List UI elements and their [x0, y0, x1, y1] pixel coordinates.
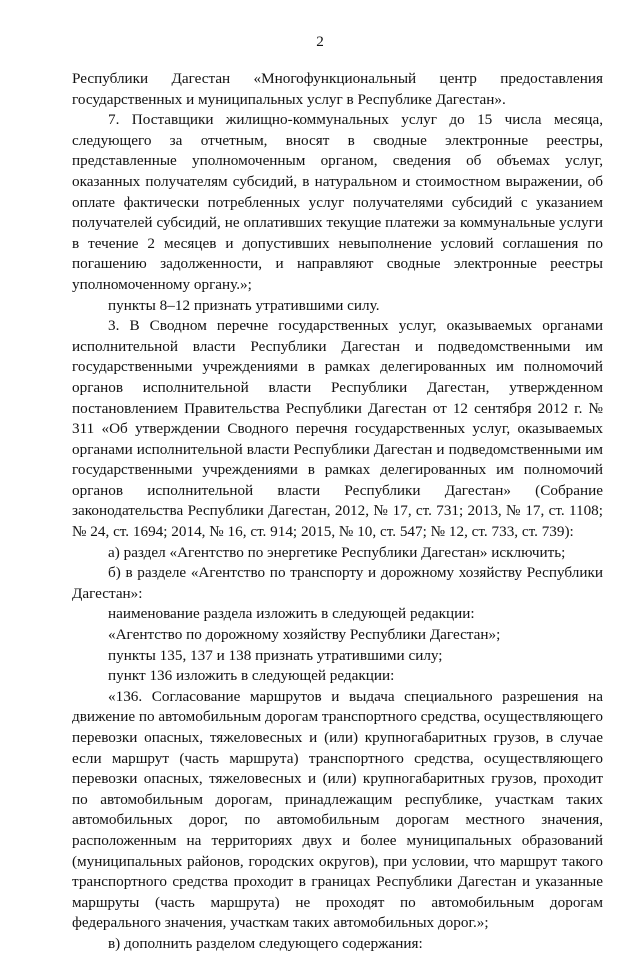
paragraph-new-section-name: «Агентство по дорожному хозяйству Республики Дагестан»; — [108, 626, 501, 644]
paragraph-continuation: Республики Дагестан «Многофункциональный центр предоставления государственных и муниципальных услуг в Республике Дагестан». — [72, 70, 603, 108]
page-number: 2 — [316, 33, 324, 50]
paragraph-subitem-v: в) дополнить разделом следующего содержания: — [108, 934, 423, 952]
paragraph-item-136-edit: пункт 136 изложить в следующей редакции: — [108, 667, 395, 685]
paragraph-item-136-text: «136. Согласование маршрутов и выдача специального разрешения на движение по автомобильным дорогам транспортного средства, осуществляющего перевозки опасных, тяжеловесных и (или) крупногабаритных грузов, в случае если маршрут (часть маршрута) транспортного средства, осуществляющего перевозки опасных, тяжеловесных и (или) крупногабаритных грузов, проходит по автомобильным дорогам, принадлежащим республике, участкам таких автомобильных дорог, по автомобильным дорогам местного значения, расположенным на территориях двух и более муниципальных образований (муниципальных районов, городских округов), при условии, что маршрут такого транспортного средства проходит в границах Республики Дагестан и указанные маршруты (часть маршрута) не проходят по автомобильным дорогам федерального значения, участкам таких автомобильных дорог.»; — [72, 687, 603, 932]
paragraph-subitem-a: а) раздел «Агентство по энергетике Республики Дагестан» исключить; — [108, 543, 566, 561]
paragraph-section-name-edit: наименование раздела изложить в следующей редакции: — [108, 605, 475, 623]
paragraph-items-void: пункты 135, 137 и 138 признать утратившими силу; — [108, 646, 443, 664]
paragraph-subitem-b: б) в разделе «Агентство по транспорту и дорожному хозяйству Республики Дагестан»: — [72, 564, 603, 602]
document-body — [72, 69, 603, 955]
paragraph-items-8-12-void: пункты 8–12 признать утратившими силу. — [108, 296, 380, 314]
paragraph-item-3: 3. В Сводном перечне государственных услуг, оказываемых органами исполнительной власти Республики Дагестан и подведомственными им государственными учреждениями в рамках делегированных им полномочий органов исполнительной власти Республики Дагестан, утвержденном постановлением Правительства Республики Дагестан от 12 сентября 2012 г. № 311 «Об утверждении Сводного перечня государственных услуг, оказываемых органами исполнительной власти Республики Дагестан и подведомственными им государственными учреждениями в рамках делегированных им полномочий органов исполнительной власти Республики Дагестан» (Собрание законодательства Республики Дагестан, 2012, № 17, ст. 731; 2013, № 17, ст. 1108; № 24, ст. 1694; 2014, № 16, ст. 914; 2015, № 10, ст. 547; № 12, ст. 733, ст. 739): — [72, 317, 603, 541]
paragraph-item-7: 7. Поставщики жилищно-коммунальных услуг до 15 числа месяца, следующего за отчетным, вносят в сводные электронные реестры, представленные уполномоченным органом, сведения об объемах услуг, оказанных получателям субсидий, в натуральном и стоимостном выражении, об оплате фактически потребленных услуг получателями субсидий с указанием получателей субсидий, не оплативших текущие платежи за коммунальные услуги в течение 2 месяцев и допустивших невыполнение условий соглашения по погашению задолженности, и направляют сводные электронные реестры уполномоченному органу.»; — [72, 111, 603, 293]
